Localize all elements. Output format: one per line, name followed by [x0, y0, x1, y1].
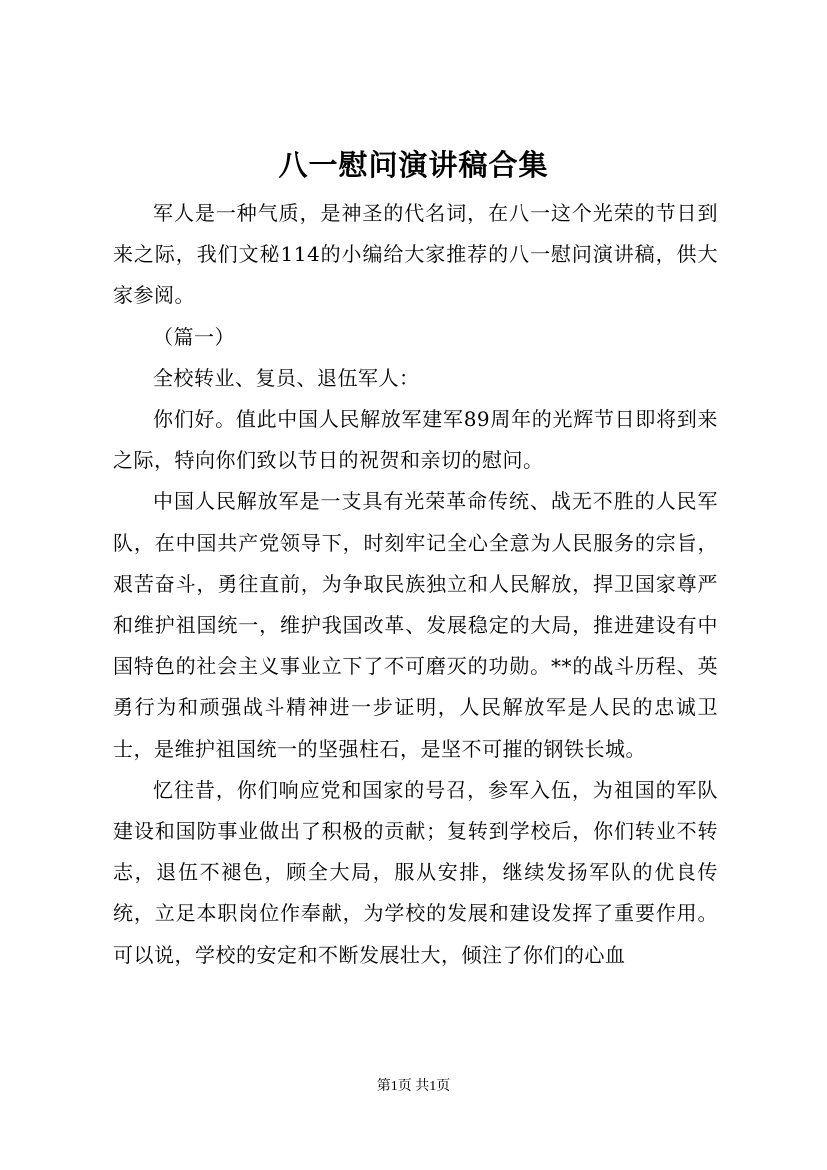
paragraph-intro: 军人是一种气质，是神圣的代名词，在八一这个光荣的节日到来之际，我们文秘114的小编给大家推荐的八一慰问演讲稿，供大家参阅。	[113, 201, 718, 308]
paragraph-salutation: 全校转业、复员、退伍军人：	[153, 365, 420, 390]
paragraph-recollection: 忆往昔，你们响应党和国家的号召，参军入伍，为祖国的军队建设和国防事业做出了积极的贡献；复转到学校后，你们转业不转志，退伍不褪色，顾全大局，服从安排，继续发扬军队的优良传统，立足本职岗位作奉献，为学校的发展和建设发挥了重要作用。可以说，学校的安定和不断发展壮大，倾注了你们的心血	[113, 777, 718, 967]
paragraph-army-history: 中国人民解放军是一支具有光荣革命传统、战无不胜的人民军队，在中国共产党领导下，时刻牢记全心全意为人民服务的宗旨，艰苦奋斗，勇往直前，为争取民族独立和人民解放，捍卫国家尊严和维护祖国统一，维护我国改革、发展稳定的大局，推进建设有中国特色的社会主义事业立下了不可磨灭的功勋。**的战斗历程、英勇行为和顽强战斗精神进一步证明，人民解放军是人民的忠诚卫士，是维护祖国统一的坚强柱石，是坚不可摧的钢铁长城。	[113, 489, 718, 761]
document-body	[113, 193, 718, 976]
document-title: 八一慰问演讲稿合集	[278, 148, 549, 182]
paragraph-section-heading: （篇一）	[153, 324, 235, 349]
paragraph-greeting: 你们好。值此中国人民解放军建军89周年的光辉节日即将到来之际，特向你们致以节日的祝贺和亲切的慰问。	[113, 407, 718, 473]
page-footer: 第1页 共1页	[376, 1079, 451, 1094]
